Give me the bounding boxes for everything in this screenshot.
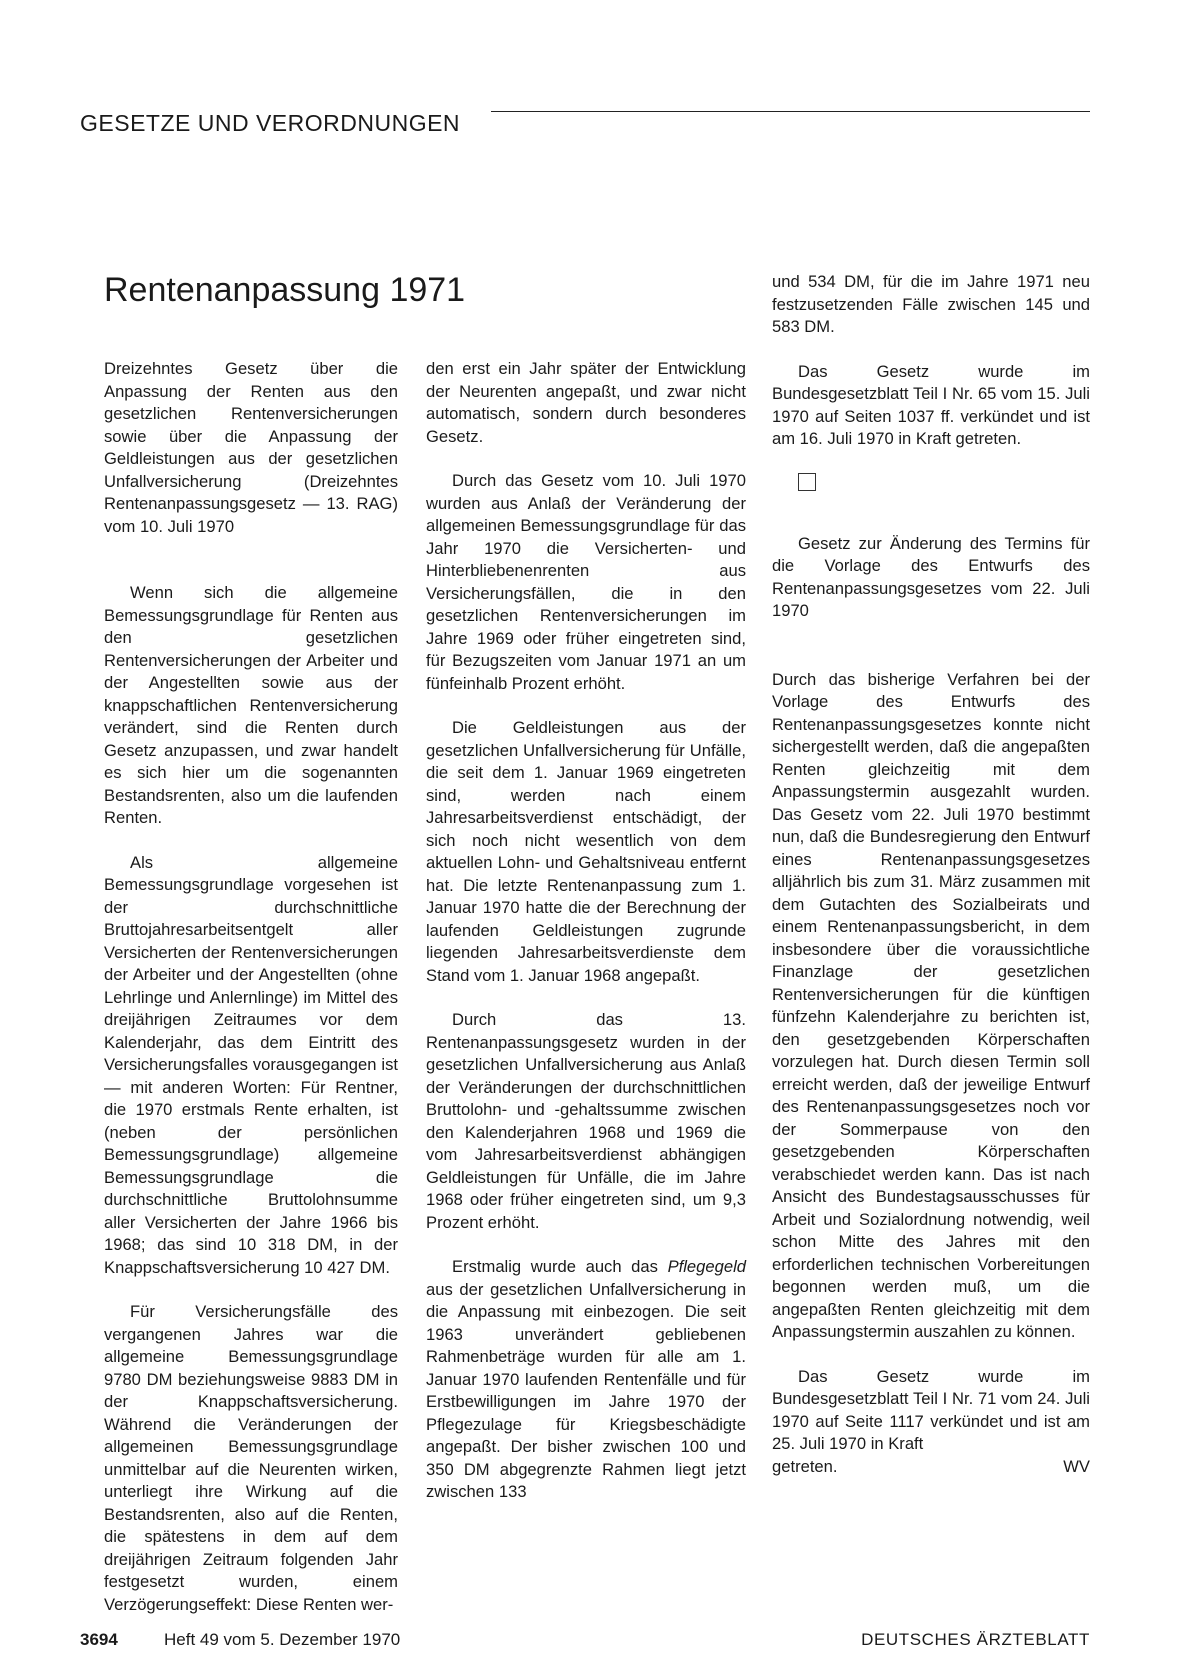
paragraph: Die Geldleistungen aus der gesetzlichen Unfallversicherung für Unfälle, die seit dem 1. Januar 1969 eingetreten sind, werden nach einem Jahresarbeitsverdienst entschädigt, der sich noch nicht wesentlich von dem aktuellen Lohn- und Gehaltsniveau entfernt hat. Die letzte Rentenanpassung zum 1. Januar 1970 hatte die der Berechnung der laufenden Geldleistungen zugrunde liegenden Jahresarbeitsverdienste dem Stand vom 1. Januar 1968 angepaßt.	[426, 718, 746, 985]
paragraph-pflegegeld	[426, 1256, 746, 1504]
paragraph: Das Gesetz wurde im Bundesgesetzblatt Teil I Nr. 71 vom 24. Juli 1970 auf Seite 1117 verkündet und ist am 25. Juli 1970 in Kraft	[772, 1366, 1090, 1453]
closing-line	[772, 1456, 1090, 1479]
emphasis-pflegegeld: Pflegegeld	[667, 1257, 746, 1276]
author-signature: WV	[1063, 1456, 1090, 1476]
paragraph: Durch das 13. Rentenanpassungsgesetz wurden in der gesetzlichen Unfallversicherung aus Anlaß der Veränderungen der durchschnittlichen Bruttolohn- und -gehaltssumme zwischen den Kalenderjahren 1968 und 1969 die vom Jahresarbeitsverdienst abhängigen Geldleistungen für Unfälle, die im Jahre 1968 oder früher eingetreten sind, um 9,3 Prozent erhöht.	[426, 1010, 746, 1232]
journal-name: DEUTSCHES ÄRZTEBLATT	[861, 1630, 1090, 1649]
paragraph: Für Versicherungsfälle des vergangenen Jahres war die allgemeine Bemessungsgrundlage 9780 DM beziehungsweise 9883 DM in der Knappschaftsversicherung. Während die Veränderungen der allgemeinen Bemessungsgrundlage unmittelbar auf die Neurenten wirken, unterliegt ihre Wirkung auf die Bestandsrenten, also auf die Renten, die spätestens in dem auf dem dreijährigen Zeitraum folgenden Jahr festgesetzt wurden, einem Verzögerungseffekt: Diese Renten wer-	[104, 1302, 398, 1614]
page-number: 3694	[80, 1630, 118, 1649]
text-run: getreten.	[772, 1456, 838, 1476]
column-3	[772, 271, 1090, 1478]
paragraph: Wenn sich die allgemeine Bemessungsgrundlage für Renten aus den gesetzlichen Rentenversicherungen der Arbeiter und der Angestellten sowie aus der knappschaftlichen Rentenversicherung verändert, sind die Renten durch Gesetz anzupassen, und zwar handelt es sich hier um die sogenannten Bestandsrenten, also um die laufenden Renten.	[104, 583, 398, 827]
text-run: Erstmalig wurde auch das	[452, 1257, 668, 1276]
paragraph: Das Gesetz wurde im Bundesgesetzblatt Teil I Nr. 65 vom 15. Juli 1970 auf Seiten 1037 ff. verkündet und ist am 16. Juli 1970 in Kraft getreten.	[772, 361, 1090, 448]
text-run: aus der gesetzlichen Unfallversicherung in die Anpassung mit einbezogen. Die seit 1963 unverändert gebliebenen Rahmenbeträge wurden für alle am 1. Januar 1970 laufenden Rentenfälle und für Erstbewilligungen im Jahre 1970 der Pflegezulage für Kriegsbeschädigte angepaßt. Der bisher zwischen 100 und 350 DM abgegrenzte Rahmen liegt jetzt zwischen 133	[426, 1279, 746, 1501]
paragraph: Als allgemeine Bemessungsgrundlage vorgesehen ist der durchschnittliche Bruttojahresarbeitsentgelt aller Versicherten der Rentenversicherungen der Arbeiter und der Angestellten (ohne Lehrlinge und Anlernlinge) im Mittel des dreijährigen Zeitraumes vor dem Kalenderjahr, das dem Eintritt des Versicherungsfalles vorausgegangen ist — mit anderen Worten: Für Rentner, die 1970 erstmals Rente erhalten, ist (neben der persönlichen Bemessungsgrundlage) allgemeine Bemessungsgrundlage die durchschnittliche Bruttolohnsumme aller Versicherten der Jahre 1966 bis 1968; das sind 10 318 DM, in der Knappschaftsversicherung 10 427 DM.	[104, 852, 398, 1277]
article-title: Rentenanpassung 1971	[104, 271, 466, 309]
article-abstract: Dreizehntes Gesetz über die Anpassung der Renten aus den gesetzlichen Rentenversicherungen sowie über die Anpassung der Geldleistungen aus der gesetzlichen Unfallversicherung (Dreizehntes Rentenanpassungsgesetz — 13. RAG) vom 10. Juli 1970	[104, 359, 398, 536]
square-outline-icon	[798, 473, 816, 491]
paragraph: und 534 DM, für die im Jahre 1971 neu festzusetzenden Fälle zwischen 145 und 583 DM.	[772, 272, 1090, 336]
issue-info: Heft 49 vom 5. Dezember 1970	[164, 1630, 401, 1649]
paragraph: Durch das Gesetz vom 10. Juli 1970 wurden aus Anlaß der Veränderung der allgemeinen Bemessungsgrundlage für das Jahr 1970 die Versicherten- und Hinterbliebenenrenten aus Versicherungsfällen, die in den gesetzlichen Rentenversicherungen im Jahre 1969 oder früher eingetreten sind, für Bezugszeiten vom Januar 1971 an um fünfeinhalb Prozent erhöht.	[426, 471, 746, 693]
section-heading: GESETZE UND VERORDNUNGEN	[80, 110, 461, 136]
paragraph: den erst ein Jahr später der Entwicklung der Neurenten angepaßt, und zwar nicht automatisch, sondern durch besonderes Gesetz.	[426, 359, 746, 446]
law-subtitle: Gesetz zur Änderung des Termins für die Vorlage des Entwurfs des Rentenanpassungsgesetzes vom 22. Juli 1970	[772, 533, 1090, 620]
column-1	[104, 358, 398, 1638]
column-2	[426, 358, 746, 1526]
heading-rule	[491, 111, 1090, 112]
paragraph: Durch das bisherige Verfahren bei der Vorlage des Entwurfs des Rentenanpassungsgesetzes konnte nicht sichergestellt werden, daß die angepaßten Renten gleichzeitig mit dem Anpassungstermin ausgezahlt wurden. Das Gesetz vom 22. Juli 1970 bestimmt nun, daß die Bundesregierung den Entwurf eines Rentenanpassungsgesetzes alljährlich bis zum 31. März zusammen mit dem Gutachten des Sozialbeirats und einem Rentenanpassungsbericht, in dem insbesondere über die voraussichtliche Finanzlage der gesetzlichen Rentenversicherungen für die künftigen fünfzehn Kalenderjahre zu berichten ist, den gesetzgebenden Körperschaften vorzulegen hat. Durch diesen Termin soll erreicht werden, daß der jeweilige Entwurf des Rentenanpassungsgesetzes noch vor der Sommerpause von den gesetzgebenden Körperschaften verabschiedet werden kann. Das ist nach Ansicht des Bundestagsausschusses für Arbeit und Sozialordnung notwendig, weil schon Mitte des Jahres mit den erforderlichen technischen Vorbereitungen begonnen werden muß, um die angepaßten Renten gleichzeitig mit dem Anpassungstermin auszahlen zu können.	[772, 669, 1090, 1341]
